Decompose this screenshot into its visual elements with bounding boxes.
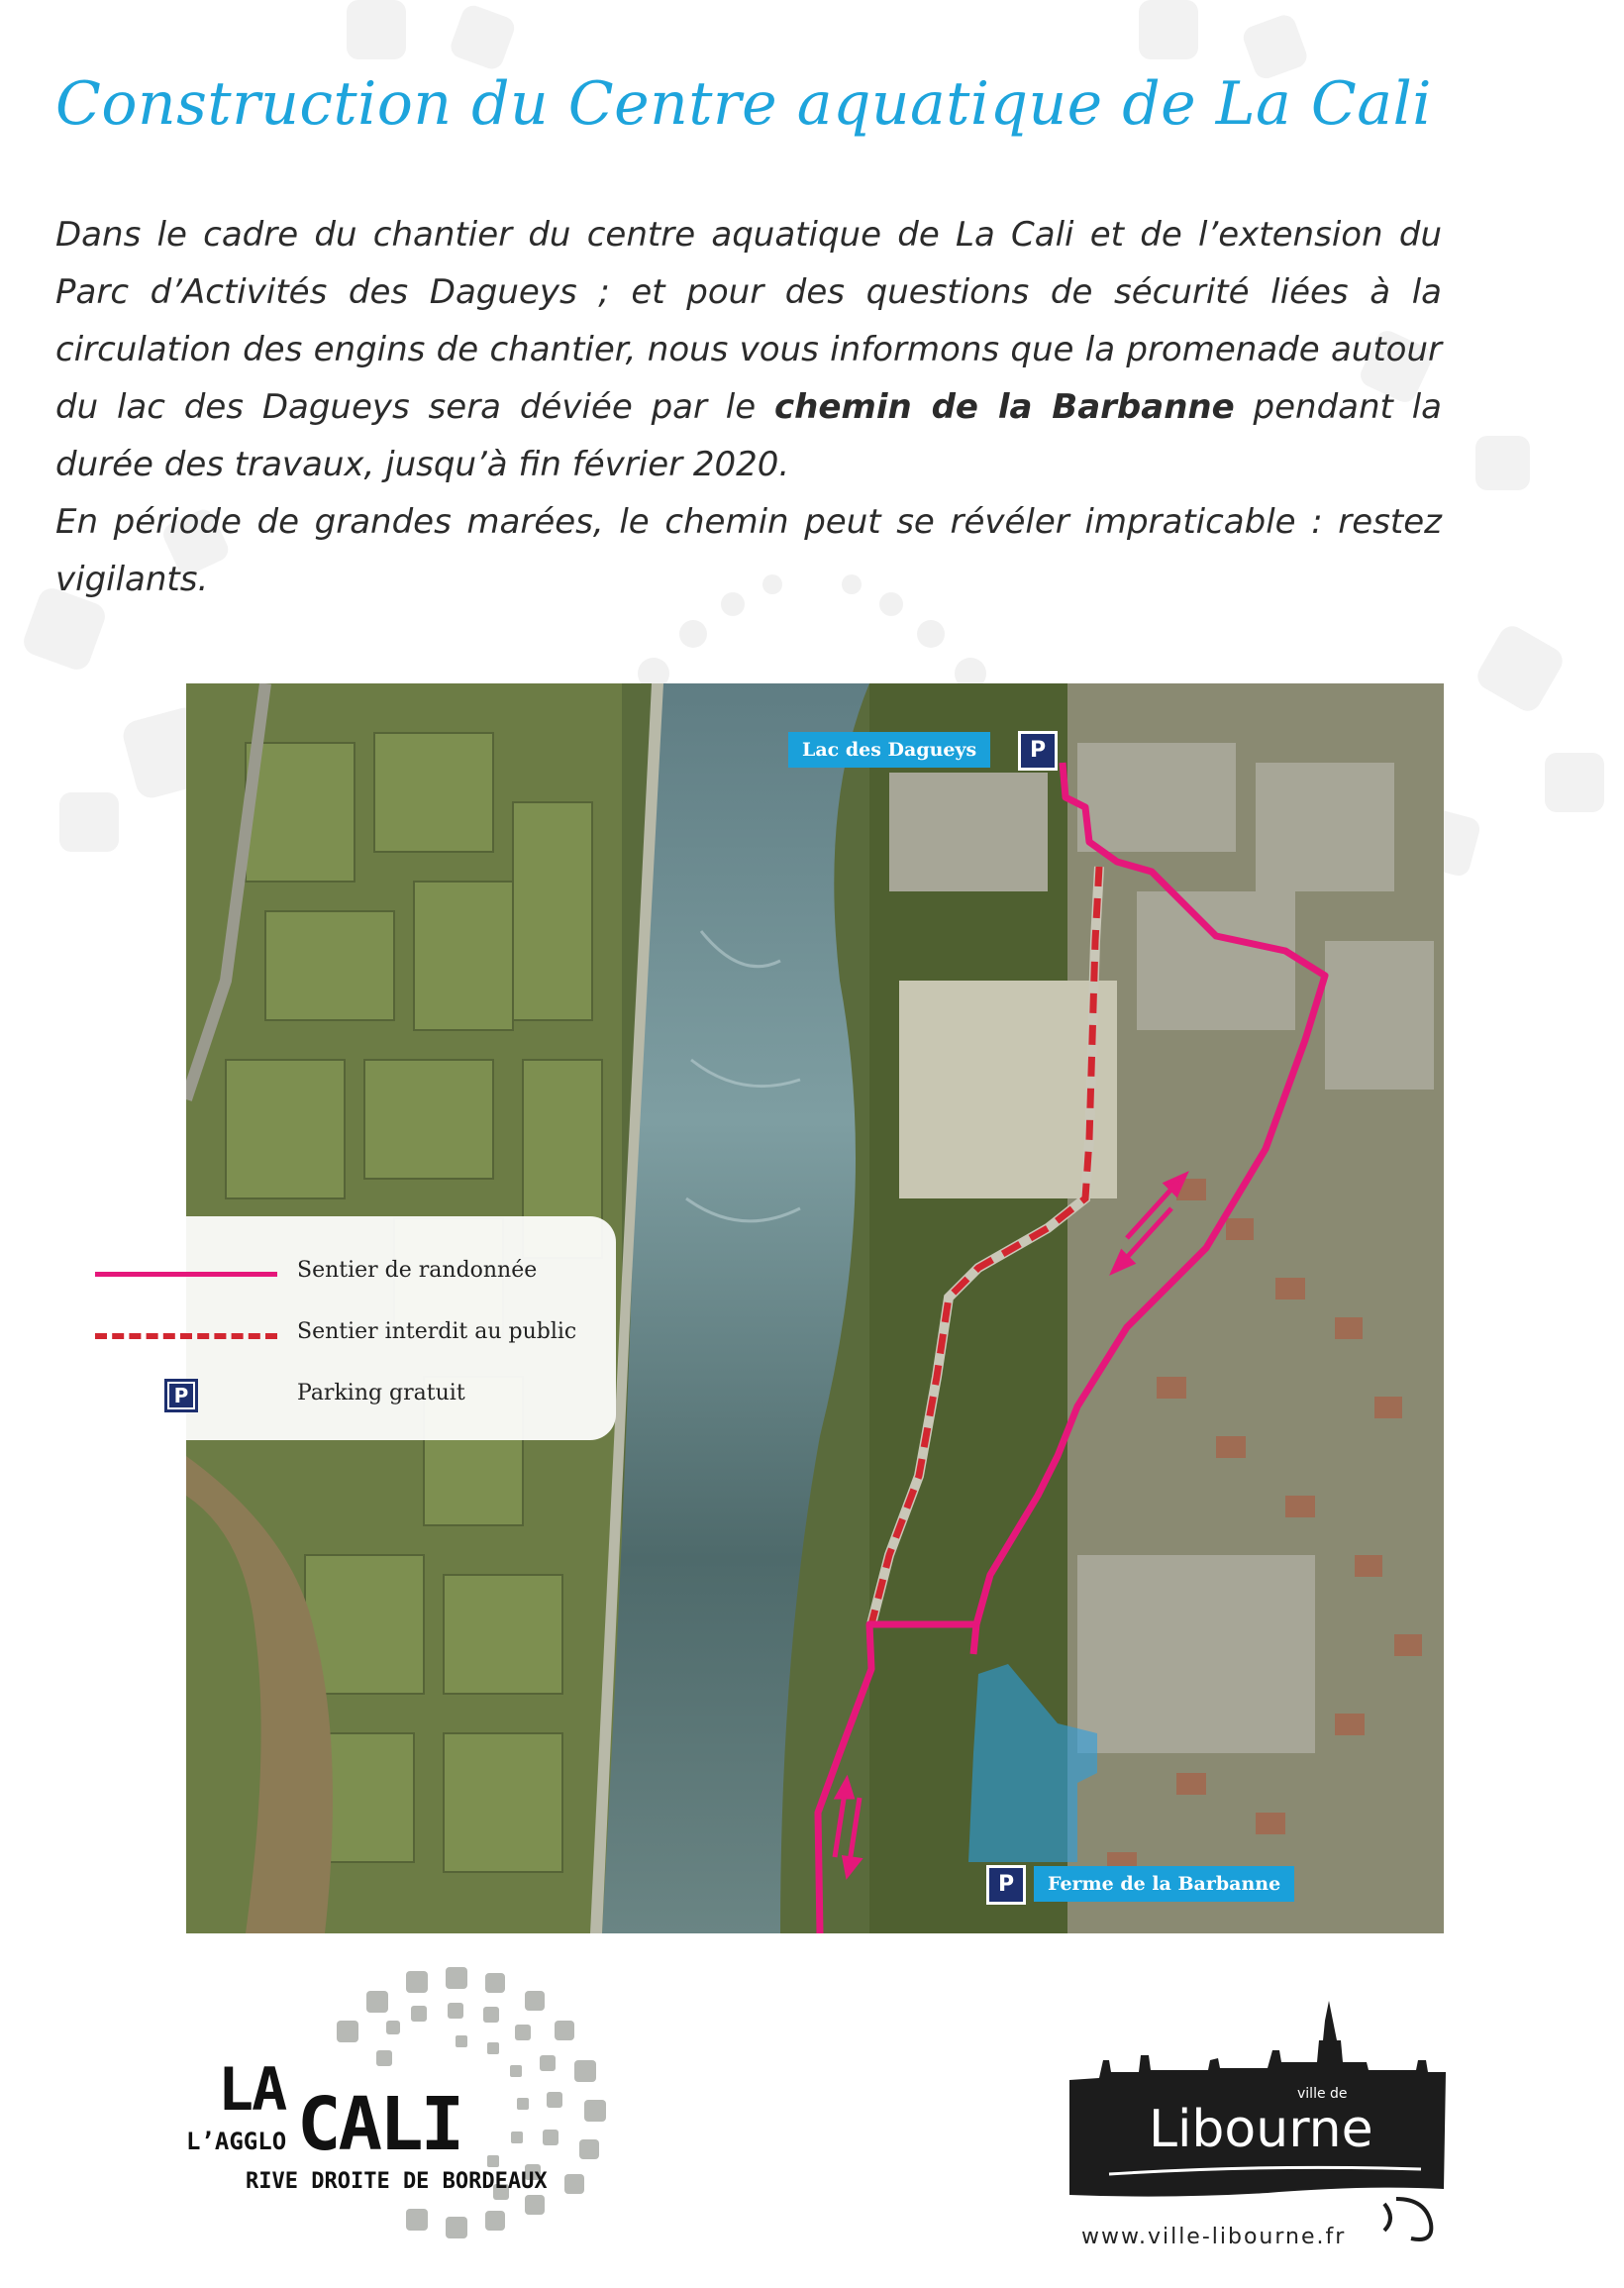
cali-logo-tagline: RIVE DROITE DE BORDEAUX <box>246 2169 548 2194</box>
la-cali-logo <box>178 1961 644 2248</box>
intro-bold-route: chemin de la Barbanne <box>774 387 1235 427</box>
label-lac-des-dagueys: Lac des Dagueys <box>788 732 990 768</box>
legend-parking-label: Parking gratuit <box>297 1381 465 1405</box>
intro-part2: pendant la durée des travaux, jusqu’à fin février 2020. <box>55 387 1442 484</box>
cali-logo-cali: CALI <box>297 2082 462 2167</box>
libourne-name: Libourne <box>1149 2100 1373 2159</box>
label-ferme-de-la-barbanne: Ferme de la Barbanne <box>1034 1866 1294 1902</box>
parking-icon-bottom: P <box>986 1865 1026 1905</box>
legend-forbidden-swatch <box>95 1333 277 1339</box>
libourne-logo <box>1069 2001 1446 2248</box>
cali-logo-lagglo: L’AGGLO <box>186 2128 287 2155</box>
parking-icon-top: P <box>1018 731 1058 771</box>
map-legend <box>0 1216 616 1440</box>
legend-row-forbidden <box>0 1313 616 1353</box>
website-url: www.ville-libourne.fr <box>1081 2225 1347 2249</box>
intro-warning: En période de grandes marées, le chemin peut se révéler impraticable : restez vigilants. <box>55 502 1442 599</box>
cali-logo-la: LA <box>218 2055 286 2125</box>
legend-row-trail <box>0 1252 616 1292</box>
libourne-prefix: ville de <box>1297 2086 1348 2102</box>
legend-trail-swatch <box>95 1272 277 1277</box>
legend-row-parking <box>0 1375 616 1414</box>
page-title: Construction du Centre aquatique de La Cali <box>55 69 1432 139</box>
legend-parking-icon: P <box>164 1379 198 1412</box>
intro-part1: Dans le cadre du chantier du centre aquatique de La Cali et de l’extension du Parc d’Activités des Dagueys ; et pour des questions de sécurité liées à la circulation des engins de chantier, nous vous informons que la promenade autour du lac des Dagueys sera déviée par le <box>55 215 1442 427</box>
legend-trail-label: Sentier de randonnée <box>297 1258 538 1283</box>
legend-forbidden-label: Sentier interdit au public <box>297 1319 577 1344</box>
intro-text <box>55 206 1442 608</box>
